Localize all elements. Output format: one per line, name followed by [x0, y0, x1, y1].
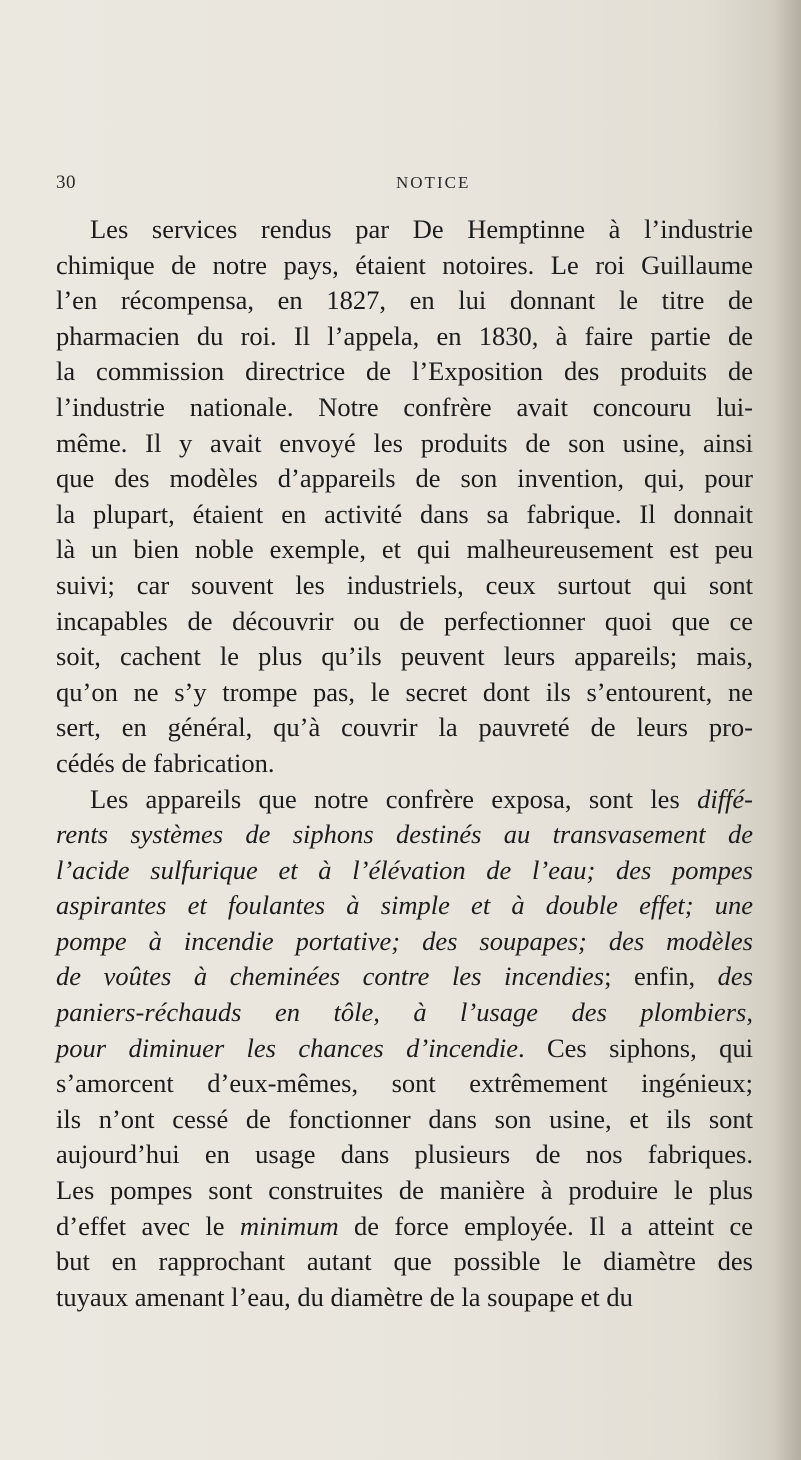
text-line: [56, 212, 753, 248]
text-run: soit, cachent le plus qu’ils peuvent leurs appareils; mais,: [56, 641, 753, 672]
text-line: [56, 319, 753, 355]
text-run: chimique de notre pays, étaient notoires. Le roi Guillaume: [56, 249, 753, 280]
paragraph: [56, 212, 753, 782]
text-run: l’en récompensa, en 1827, en lui donnant le titre de: [56, 285, 753, 316]
text-run: qu’on ne s’y trompe pas, le secret dont ils s’entourent, ne: [56, 676, 753, 707]
text-run: tuyaux amenant l’eau, du diamètre de la soupape et du: [56, 1281, 633, 1312]
text-run: suivi; car souvent les industriels, ceux surtout qui sont: [56, 569, 753, 600]
text-line: [56, 888, 753, 924]
italic-text: paniers-réchauds en tôle, à l’usage des plombiers,: [56, 997, 753, 1028]
text-line: [56, 497, 753, 533]
text-run: l’industrie nationale. Notre confrère avait concouru lui-: [56, 391, 753, 422]
body-text: [56, 212, 753, 1315]
text-line: [56, 817, 753, 853]
page-header: [56, 172, 741, 198]
italic-text: pour diminuer les chances d’incendie: [56, 1032, 518, 1063]
text-line: [56, 1102, 753, 1138]
text-line: [56, 1031, 753, 1067]
text-run: même. Il y avait envoyé les produits de son usine, ainsi: [56, 427, 753, 458]
text-line: [56, 853, 753, 889]
text-line: [56, 782, 753, 818]
text-run: de force employée. Il a atteint ce: [338, 1210, 753, 1241]
text-run: but en rapprochant autant que possible le diamètre des: [56, 1246, 753, 1277]
paragraph: [56, 782, 753, 1316]
text-line: [56, 532, 753, 568]
text-run: s’amorcent d’eux-mêmes, sont extrêmement ingénieux;: [56, 1068, 753, 1099]
running-head: NOTICE: [396, 173, 471, 192]
text-run: cédés de fabrication.: [56, 747, 275, 778]
text-line: [56, 959, 753, 995]
text-run: Les appareils que notre confrère exposa, sont les: [90, 783, 698, 814]
text-line: [56, 746, 753, 782]
text-run: la plupart, étaient en activité dans sa fabrique. Il donnait: [56, 498, 753, 529]
italic-text: l’acide sulfurique et à l’élévation de l’eau; des pompes: [56, 854, 753, 885]
text-line: [56, 675, 753, 711]
page-number: 30: [56, 172, 76, 193]
text-line: [56, 924, 753, 960]
text-run: Les services rendus par De Hemptinne à l’industrie: [90, 214, 753, 244]
text-line: [56, 639, 753, 675]
italic-text: rents systèmes de siphons destinés au transvasement de: [56, 819, 753, 850]
text-run: ; enfin,: [604, 961, 718, 992]
italic-text: aspirantes et foulantes à simple et à double effet; une: [56, 890, 753, 921]
text-line: [56, 604, 753, 640]
text-run: ils n’ont cessé de fonctionner dans son usine, et ils sont: [56, 1103, 753, 1134]
text-line: [56, 1137, 753, 1173]
text-line: [56, 390, 753, 426]
text-run: aujourd’hui en usage dans plusieurs de nos fabriques.: [56, 1139, 753, 1170]
text-line: [56, 283, 753, 319]
text-line: [56, 1280, 753, 1316]
text-run: sert, en général, qu’à couvrir la pauvreté de leurs pro-: [56, 712, 753, 743]
text-line: [56, 568, 753, 604]
italic-text: diffé-: [697, 783, 753, 814]
text-run: que des modèles d’appareils de son invention, qui, pour: [56, 463, 753, 494]
text-line: [56, 1066, 753, 1102]
text-run: d’effet avec le: [56, 1210, 240, 1241]
text-line: [56, 995, 753, 1031]
text-line: [56, 461, 753, 497]
text-line: [56, 248, 753, 284]
text-line: [56, 354, 753, 390]
text-run: . Ces siphons, qui: [517, 1032, 753, 1063]
italic-text: des: [717, 961, 753, 992]
text-line: [56, 710, 753, 746]
italic-text: de voûtes à cheminées contre les incendies: [56, 961, 605, 992]
text-run: là un bien noble exemple, et qui malheureusement est peu: [56, 534, 753, 565]
text-line: [56, 1209, 753, 1245]
text-run: la commission directrice de l’Exposition des produits de: [56, 356, 753, 387]
text-line: [56, 1173, 753, 1209]
text-run: incapables de découvrir ou de perfectionner quoi que ce: [56, 605, 753, 636]
italic-text: pompe à incendie portative; des soupapes; des modèles: [56, 925, 753, 956]
text-line: [56, 1244, 753, 1280]
text-run: Les pompes sont construites de manière à produire le plus: [56, 1175, 753, 1206]
italic-text: minimum: [239, 1210, 339, 1241]
text-line: [56, 426, 753, 462]
page-edge-shadow: [771, 0, 801, 1460]
text-run: pharmacien du roi. Il l’appela, en 1830, à faire partie de: [56, 320, 753, 351]
